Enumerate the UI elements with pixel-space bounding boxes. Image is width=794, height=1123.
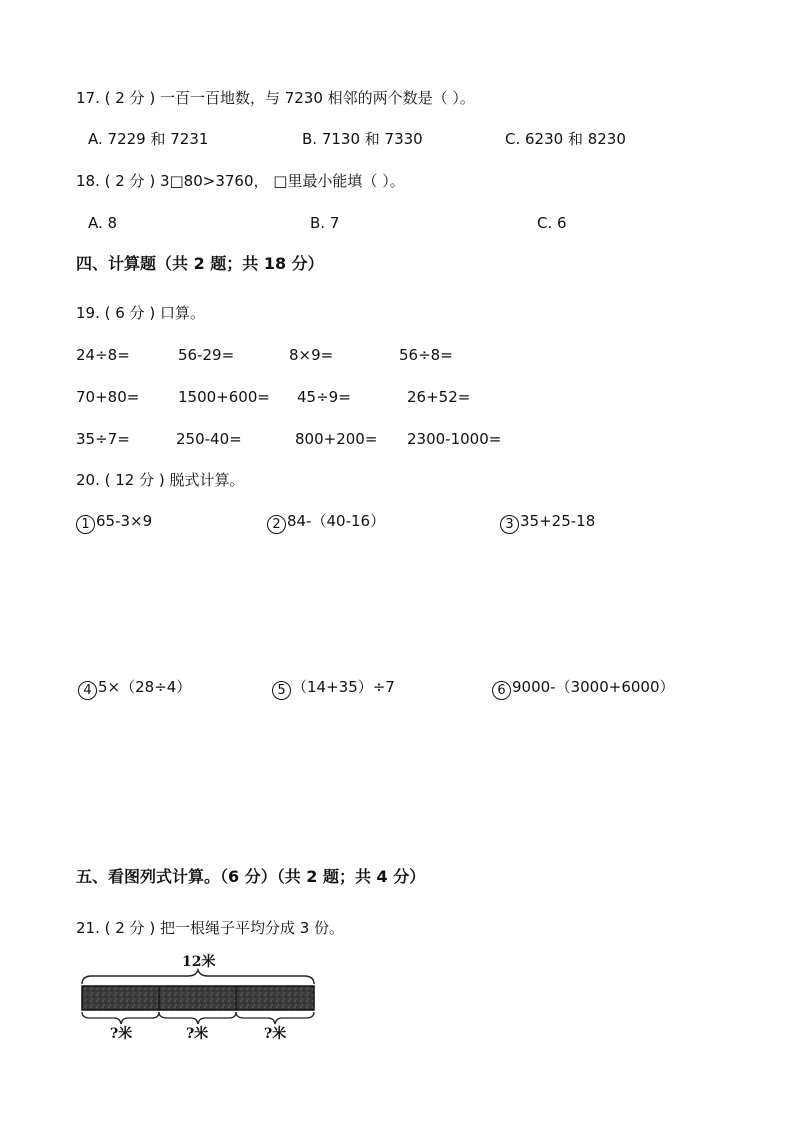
- q18-stem: 18. ( 2 分 ) 3□80>3760， □里最小能填（ ）。: [76, 172, 405, 190]
- q20-expr: （14+35）÷7: [292, 678, 395, 696]
- q20-item-5: [272, 677, 395, 700]
- q20-item-2: [267, 511, 385, 534]
- part-length-label: ?米: [186, 1026, 209, 1042]
- bottom-brace: [236, 1012, 314, 1024]
- q19-expr: 56-29=: [178, 346, 235, 364]
- circled-number: 5: [272, 681, 291, 700]
- q18-option-c: C. 6: [537, 214, 567, 232]
- q17-option-b: B. 7130 和 7330: [302, 130, 423, 148]
- q20-expr: 9000-（3000+6000）: [512, 678, 675, 696]
- q18-option-b: B. 7: [310, 214, 340, 232]
- q17-stem: 17. ( 2 分 ) 一百一百地数，与 7230 相邻的两个数是（ ）。: [76, 89, 475, 107]
- q19-expr: 800+200=: [295, 430, 378, 448]
- q19-stem: 19. ( 6 分 ) 口算。: [76, 304, 205, 322]
- circled-number: 6: [492, 681, 511, 700]
- top-brace: [82, 970, 314, 984]
- section5-title: 五、看图列式计算。（6 分）（共 2 题；共 4 分）: [76, 867, 426, 886]
- q19-expr: 24÷8=: [76, 346, 130, 364]
- q19-expr: 8×9=: [289, 346, 334, 364]
- q19-expr: 70+80=: [76, 388, 140, 406]
- q19-expr: 2300-1000=: [407, 430, 502, 448]
- q17-option-a: A. 7229 和 7231: [88, 130, 209, 148]
- rope-diagram: [78, 952, 318, 1048]
- part-length-label: ?米: [264, 1026, 287, 1042]
- q19-expr: 26+52=: [407, 388, 471, 406]
- q20-item-1: [76, 511, 152, 534]
- bottom-brace: [82, 1012, 159, 1024]
- q21-stem: 21. ( 2 分 ) 把一根绳子平均分成 3 份。: [76, 919, 345, 937]
- q20-stem: 20. ( 12 分 ) 脱式计算。: [76, 471, 245, 489]
- q19-expr: 45÷9=: [297, 388, 351, 406]
- q20-expr: 35+25-18: [520, 512, 596, 530]
- q19-expr: 1500+600=: [178, 388, 270, 406]
- rope-bar: [82, 986, 314, 1010]
- circled-number: 4: [78, 681, 97, 700]
- q20-expr: 5×（28÷4）: [98, 678, 192, 696]
- part-length-label: ?米: [110, 1026, 133, 1042]
- q18-option-a: A. 8: [88, 214, 118, 232]
- q17-option-c: C. 6230 和 8230: [505, 130, 626, 148]
- q20-item-3: [500, 511, 595, 534]
- circled-number: 1: [76, 515, 95, 534]
- q19-expr: 56÷8=: [399, 346, 453, 364]
- bottom-brace: [159, 1012, 236, 1024]
- q19-expr: 250-40=: [176, 430, 242, 448]
- q19-expr: 35÷7=: [76, 430, 130, 448]
- circled-number: 3: [500, 515, 519, 534]
- q20-item-6: [492, 677, 675, 700]
- section4-title: 四、计算题（共 2 题；共 18 分）: [76, 254, 324, 273]
- circled-number: 2: [267, 515, 286, 534]
- total-length-label: 12米: [182, 954, 216, 970]
- q20-expr: 65-3×9: [96, 512, 153, 530]
- q20-item-4: [78, 677, 191, 700]
- q20-expr: 84-（40-16）: [287, 512, 386, 530]
